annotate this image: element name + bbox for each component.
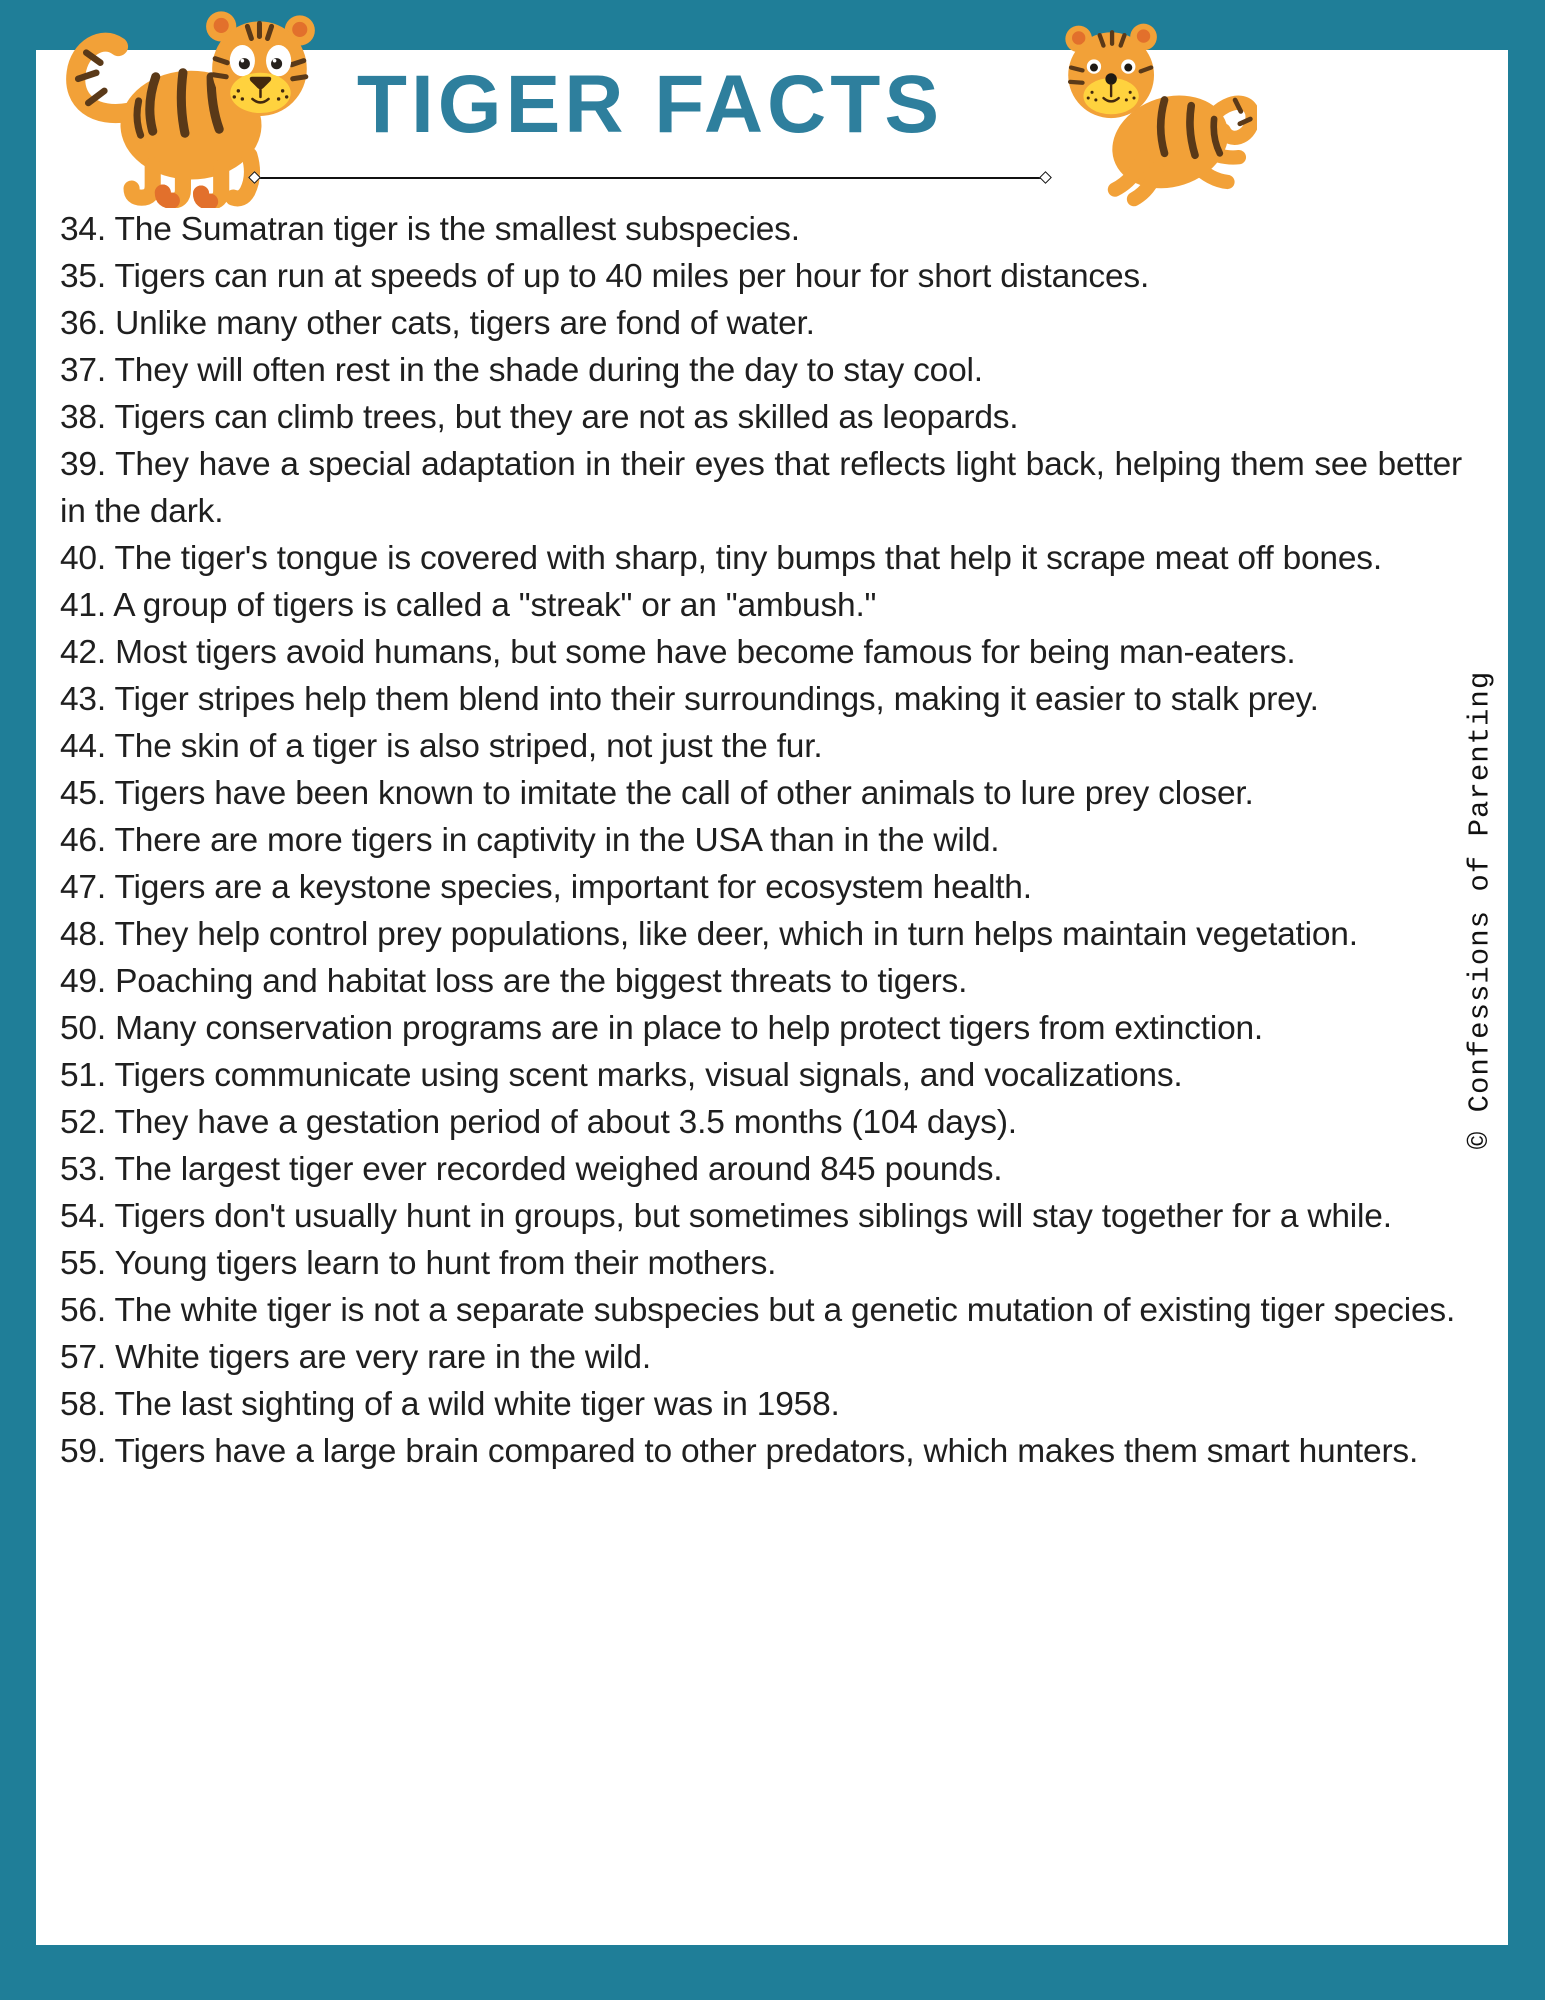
fact-number: 49.: [60, 963, 106, 1000]
fact-text: They will often rest in the shade during the day to stay cool.: [114, 352, 983, 389]
fact-number: 56.: [60, 1292, 106, 1329]
fact-number: 38.: [60, 399, 106, 436]
fact-text: Unlike many other cats, tigers are fond of water.: [115, 305, 815, 342]
fact-text: Tigers don't usually hunt in groups, but sometimes siblings will stay together for a while.: [114, 1198, 1392, 1235]
fact-number: 54.: [60, 1198, 106, 1235]
fact-item: [60, 770, 1462, 817]
fact-text: Tigers have been known to imitate the call of other animals to lure prey closer.: [114, 775, 1254, 812]
fact-number: 47.: [60, 869, 106, 906]
title-underline: [255, 177, 1045, 179]
fact-number: 51.: [60, 1057, 106, 1094]
fact-number: 39.: [60, 446, 106, 483]
fact-number: 48.: [60, 916, 106, 953]
fact-number: 52.: [60, 1104, 106, 1141]
fact-item: [60, 394, 1462, 441]
fact-text: The tiger's tongue is covered with sharp, tiny bumps that help it scrape meat off bones.: [114, 540, 1382, 577]
fact-number: 53.: [60, 1151, 106, 1188]
fact-item: [60, 676, 1462, 723]
fact-number: 46.: [60, 822, 106, 859]
fact-text: The white tiger is not a separate subspecies but a genetic mutation of existing tiger species.: [114, 1292, 1456, 1329]
fact-number: 50.: [60, 1010, 106, 1047]
facts-list: [60, 206, 1462, 1475]
fact-number: 40.: [60, 540, 106, 577]
fact-item: [60, 582, 1462, 629]
fact-text: Tiger stripes help them blend into their surroundings, making it easier to stalk prey.: [114, 681, 1319, 718]
fact-number: 43.: [60, 681, 106, 718]
fact-item: [60, 1428, 1462, 1475]
fact-text: A group of tigers is called a "streak" or an "ambush.": [113, 587, 877, 624]
fact-text: The last sighting of a wild white tiger was in 1958.: [114, 1386, 840, 1423]
fact-item: [60, 958, 1462, 1005]
tiger-tail: [76, 42, 131, 113]
fact-item: [60, 300, 1462, 347]
fact-item: [60, 817, 1462, 864]
fact-text: They have a gestation period of about 3.5 months (104 days).: [114, 1104, 1017, 1141]
fact-number: 58.: [60, 1386, 106, 1423]
page-title: TIGER FACTS: [356, 59, 944, 150]
fact-item: [60, 1052, 1462, 1099]
fact-number: 36.: [60, 305, 106, 342]
fact-number: 45.: [60, 775, 106, 812]
fact-item: [60, 864, 1462, 911]
fact-text: Poaching and habitat loss are the biggest threats to tigers.: [115, 963, 968, 1000]
fact-number: 41.: [60, 587, 106, 624]
fact-number: 37.: [60, 352, 106, 389]
fact-number: 35.: [60, 258, 106, 295]
fact-text: There are more tigers in captivity in the USA than in the wild.: [114, 822, 1000, 859]
attribution-text: © Confessions of Parenting: [1463, 670, 1497, 1150]
fact-number: 44.: [60, 728, 106, 765]
fact-text: They help control prey populations, like deer, which in turn helps maintain vegetation.: [114, 916, 1358, 953]
fact-text: Young tigers learn to hunt from their mothers.: [114, 1245, 777, 1282]
fact-text: White tigers are very rare in the wild.: [115, 1339, 651, 1376]
fact-item: [60, 723, 1462, 770]
tiger-illustration-right: [1052, 12, 1257, 227]
fact-text: Tigers communicate using scent marks, visual signals, and vocalizations.: [114, 1057, 1183, 1094]
fact-item: [60, 1005, 1462, 1052]
fact-text: Tigers are a keystone species, important for ecosystem health.: [114, 869, 1032, 906]
fact-text: The skin of a tiger is also striped, not just the fur.: [114, 728, 823, 765]
fact-item: [60, 441, 1462, 535]
fact-item: [60, 1146, 1462, 1193]
fact-number: 55.: [60, 1245, 106, 1282]
fact-number: 42.: [60, 634, 106, 671]
fact-text: Tigers can run at speeds of up to 40 miles per hour for short distances.: [114, 258, 1150, 295]
fact-number: 59.: [60, 1433, 106, 1470]
fact-item: [60, 253, 1462, 300]
fact-text: The Sumatran tiger is the smallest subspecies.: [114, 211, 800, 248]
fact-item: [60, 1193, 1462, 1240]
fact-item: [60, 535, 1462, 582]
fact-item: [60, 1381, 1462, 1428]
tiger-head: [1065, 24, 1157, 118]
fact-number: 34.: [60, 211, 106, 248]
fact-item: [60, 347, 1462, 394]
fact-item: [60, 1287, 1462, 1334]
fact-item: [60, 629, 1462, 676]
fact-item: [60, 1240, 1462, 1287]
fact-text: Tigers have a large brain compared to other predators, which makes them smart hunters.: [114, 1433, 1419, 1470]
fact-text: The largest tiger ever recorded weighed around 845 pounds.: [114, 1151, 1003, 1188]
fact-item: [60, 1334, 1462, 1381]
fact-text: Many conservation programs are in place to help protect tigers from extinction.: [115, 1010, 1264, 1047]
fact-text: Tigers can climb trees, but they are not as skilled as leopards.: [114, 399, 1019, 436]
fact-item: [60, 911, 1462, 958]
fact-number: 57.: [60, 1339, 106, 1376]
fact-item: [60, 206, 1462, 253]
fact-text: Most tigers avoid humans, but some have become famous for being man-eaters.: [115, 634, 1296, 671]
fact-item: [60, 1099, 1462, 1146]
fact-text: They have a special adaptation in their eyes that reflects light back, helping them see better in the dark.: [60, 446, 1462, 530]
